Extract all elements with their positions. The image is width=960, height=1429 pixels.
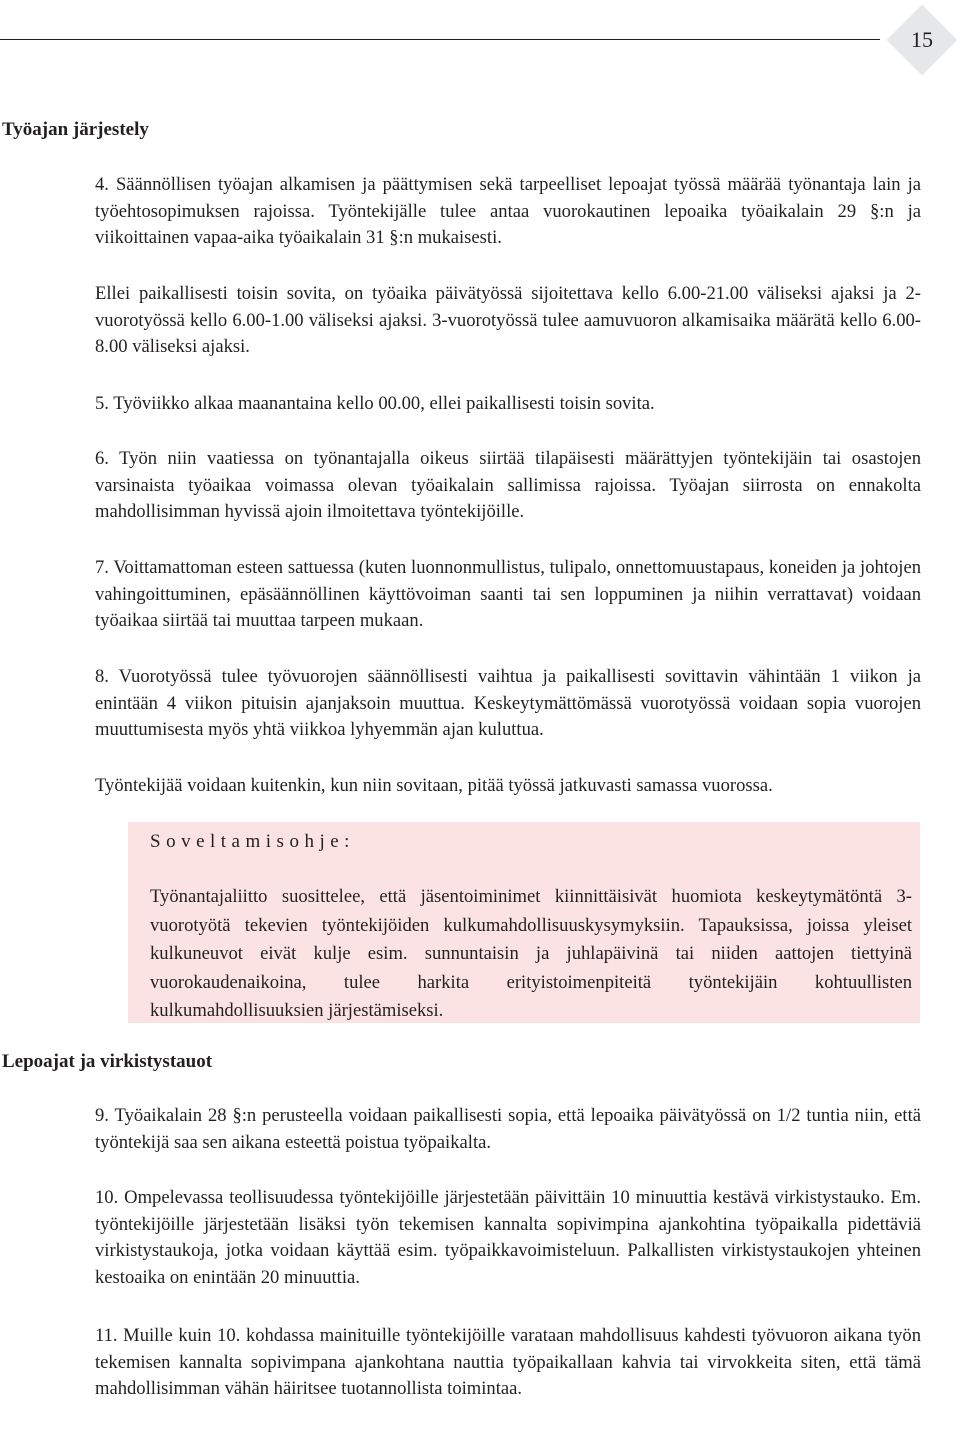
page-number: 15 <box>911 27 933 52</box>
paragraph-8-continued: Työntekijää voidaan kuitenkin, kun niin sovitaan, pitää työssä jatkuvasti samassa vuorossa. <box>95 775 773 796</box>
header-rule <box>0 39 880 40</box>
paragraph-4-continued: Ellei paikallisesti toisin sovita, on työaika päivätyössä sijoitettava kello 6.00-21.00 väliseksi ajaksi ja 2-vuorotyössä kello 6.00-1.00 väliseksi ajaksi. 3-vuorotyössä tulee aamuvuoron alkamisaika määrätä kello 6.00-8.00 väliseksi ajaksi. <box>95 283 921 357</box>
application-note-title: Soveltamisohje: <box>150 831 355 852</box>
heading-breaks: Lepoajat ja virkistystauot <box>2 1051 213 1072</box>
heading-working-time: Työajan järjestely <box>2 119 149 140</box>
paragraph-4: 4. Säännöllisen työajan alkamisen ja päättymisen sekä tarpeelliset lepoajat työssä määrää työnantaja lain ja työehtosopimuksen rajoissa. Työntekijälle tulee antaa vuorokautinen lepoaika työaikalain 29 §:n ja viikoittainen vapaa-aika työaikalain 31 §:n mukaisesti. <box>95 174 921 248</box>
paragraph-7: 7. Voittamattoman esteen sattuessa (kuten luonnonmullistus, tulipalo, onnettomuustapaus, koneiden ja johtojen vahingoittuminen, epäsäännöllinen käyttövoiman saanti tai sen loppuminen ja niihin verrattavat) voidaan työaikaa siirtää tai muuttaa tarpeen mukaan. <box>95 557 921 631</box>
paragraph-6: 6. Työn niin vaatiessa on työnantajalla oikeus siirtää tilapäisesti määrättyjen työntekijäin tai osastojen varsinaista työaikaa voimassa olevan työaikalain sallimissa rajoissa. Työajan siirrosta on ennakolta mahdollisimman hyvissä ajoin ilmoitettava työntekijöille. <box>95 448 921 522</box>
paragraph-11: 11. Muille kuin 10. kohdassa mainituille työntekijöille varataan mahdollisuus kahdesti työvuoron aikana työn tekemisen kannalta sopivimpana ajankohtana nauttia työpaikallaan kahvia tai virvokkeita siten, että tämä mahdollisimman vähän häiritsee tuotannollista toimintaa. <box>95 1325 921 1399</box>
paragraph-10: 10. Ompelevassa teollisuudessa työntekijöille järjestetään päivittäin 10 minuuttia kestävä virkistystauko. Em. työntekijöille järjestetään lisäksi työn tekemisen kannalta sopivimpina ajankohtina työpaikalla pidettäviä virkistystaukoja, jotka voidaan käyttää esim. työpaikkavoimisteluun. Palkallisten virkistystaukojen yhteinen kestoaika on enintään 20 minuuttia. <box>95 1187 921 1288</box>
paragraph-9: 9. Työaikalain 28 §:n perusteella voidaan paikallisesti sopia, että lepoaika päivätyössä on 1/2 tuntia niin, että työntekijä saa sen aikana esteettä poistua työpaikalta. <box>95 1105 921 1153</box>
page-number-badge <box>886 4 958 76</box>
application-note-text: Työnantajaliitto suosittelee, että jäsentoiminimet kiinnittäisivät huomiota keskeytymätöntä 3-vuorotyötä tekevien työntekijöiden kulkumahdollisuuskysymyksiin. Tapauksissa, joissa yleiset kulkuneuvot eivät kulje esim. sunnuntaisin ja juhlapäivinä tai niiden aattojen tiettyinä vuorokaudenaikoina, tulee harkita erityistoimenpiteitä työntekijäin kohtuullisten kulkumahdollisuuksien järjestämiseksi. <box>150 886 912 1021</box>
paragraph-8: 8. Vuorotyössä tulee työvuorojen säännöllisesti vaihtua ja paikallisesti sovittavin vähintään 1 viikon ja enintään 4 viikon pituisin ajanjaksoin muuttua. Keskeytymättömässä vuorotyössä voidaan sopia vuorojen muuttumisesta myös yhtä viikkoa lyhyemmän ajan kuluttua. <box>95 666 921 740</box>
paragraph-5: 5. Työviikko alkaa maanantaina kello 00.00, ellei paikallisesti toisin sovita. <box>95 393 655 414</box>
